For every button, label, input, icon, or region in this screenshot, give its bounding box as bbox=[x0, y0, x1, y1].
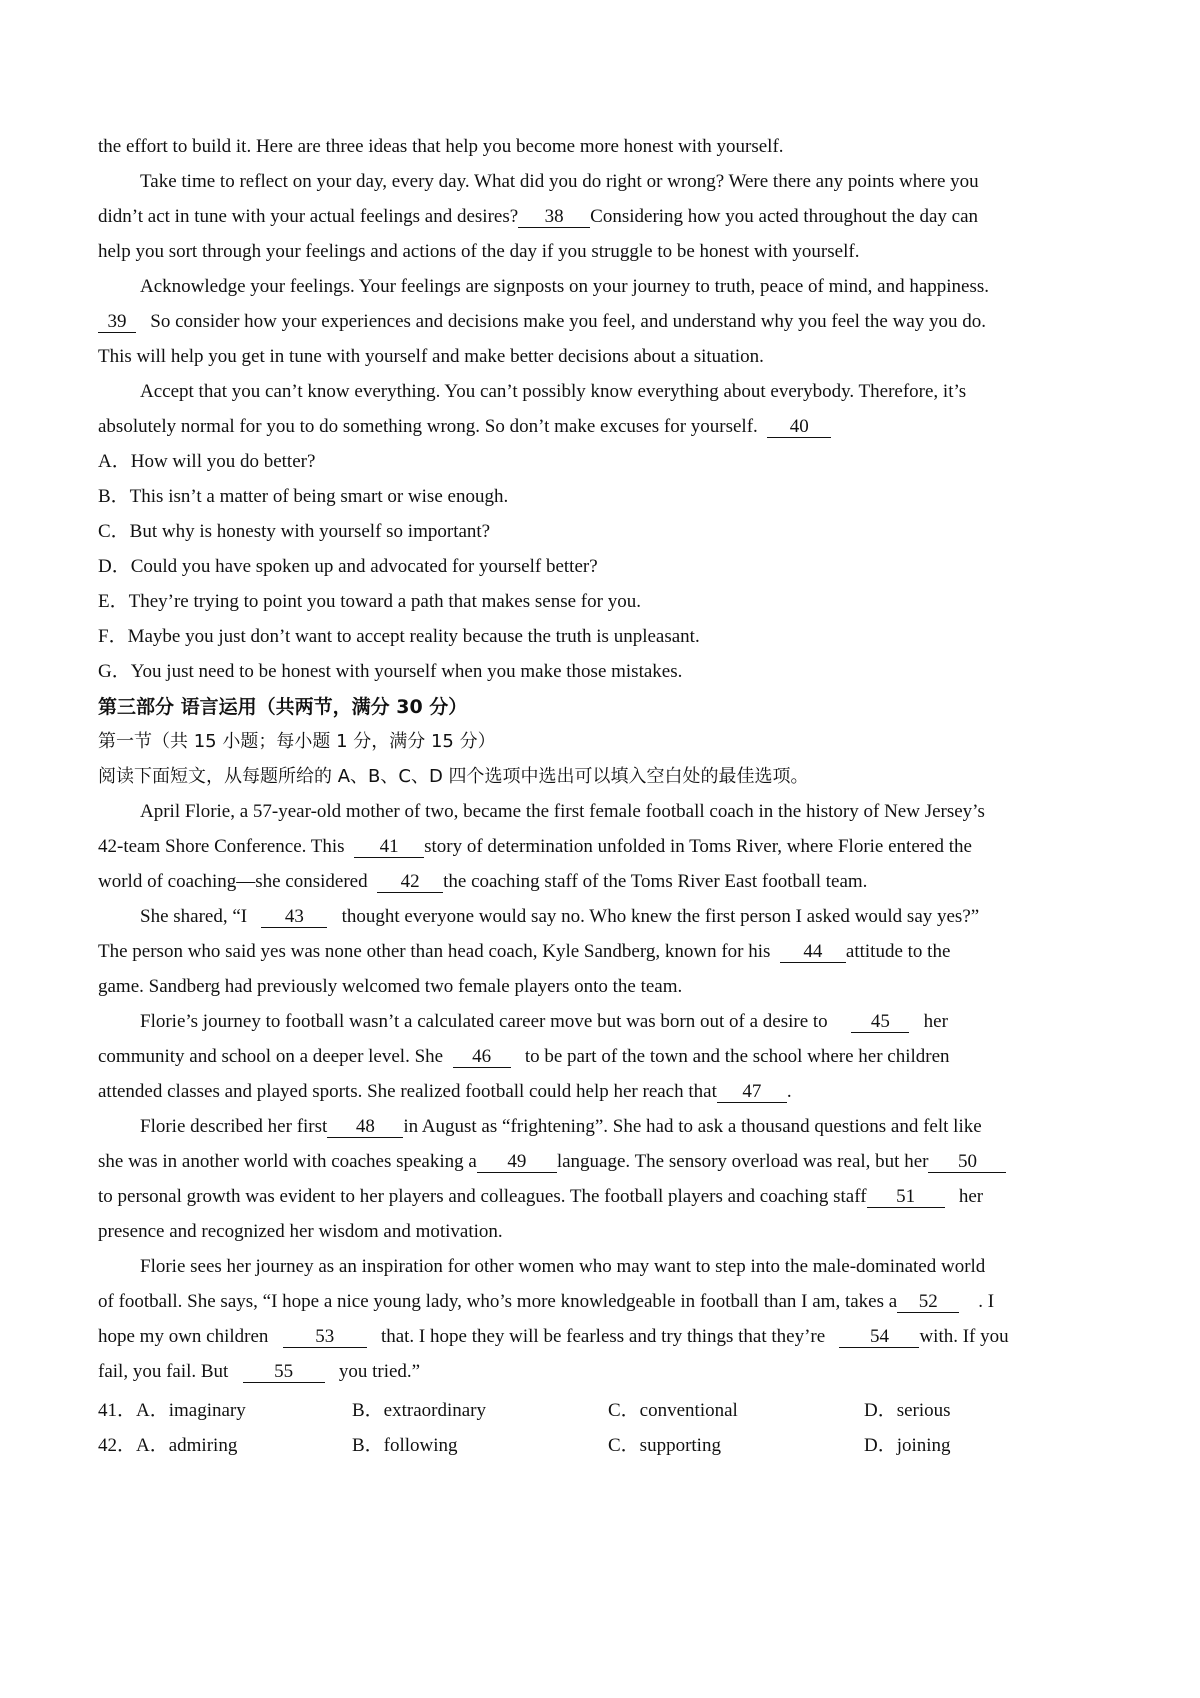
text-run: didn’t act in tune with your actual feelings and desires? bbox=[98, 206, 519, 227]
option-42-d: D．joining bbox=[864, 1435, 951, 1456]
text-run: with. If you bbox=[919, 1326, 1009, 1347]
cloze-line bbox=[98, 1150, 1006, 1174]
cloze-line bbox=[140, 905, 979, 929]
text-run: she was in another world with coaches speaking a bbox=[98, 1151, 477, 1172]
blank-51: 51 bbox=[867, 1187, 945, 1208]
text-run: Considering how you acted throughout the day can bbox=[590, 206, 979, 227]
text-run: story of determination unfolded in Toms River, where Florie entered the bbox=[424, 836, 972, 857]
blank-50: 50 bbox=[928, 1152, 1006, 1173]
cloze-line bbox=[98, 835, 972, 859]
blank-38: 38 bbox=[518, 207, 590, 228]
text-run: fail, you fail. But bbox=[98, 1361, 229, 1382]
option-b: B．This isn’t a matter of being smart or wise enough. bbox=[98, 486, 509, 507]
option-d: D．Could you have spoken up and advocated for yourself better? bbox=[98, 556, 598, 577]
blank-45: 45 bbox=[851, 1012, 909, 1033]
option-42-c: C．supporting bbox=[608, 1435, 721, 1456]
text-run: her bbox=[923, 1011, 948, 1032]
text-run: world of coaching—she considered bbox=[98, 871, 368, 892]
cloze-line bbox=[140, 1115, 982, 1139]
blank-52: 52 bbox=[897, 1292, 959, 1313]
option-a: A．How will you do better? bbox=[98, 451, 316, 472]
cloze-line bbox=[98, 1045, 950, 1069]
blank-54: 54 bbox=[839, 1327, 919, 1348]
passage-line: help you sort through your feelings and actions of the day if you struggle to be honest with yourself. bbox=[98, 241, 860, 262]
cloze-line bbox=[98, 940, 950, 964]
passage-line: This will help you get in tune with yourself and make better decisions about a situation. bbox=[98, 346, 764, 367]
blank-43: 43 bbox=[261, 907, 327, 928]
text-run: her bbox=[958, 1186, 984, 1207]
passage-line: the effort to build it. Here are three ideas that help you become more honest with yourself. bbox=[98, 136, 784, 157]
passage-line bbox=[98, 310, 986, 334]
text-run: the coaching staff of the Toms River East football team. bbox=[443, 871, 868, 892]
cloze-line bbox=[98, 1185, 983, 1209]
text-run: Florie described her first bbox=[140, 1116, 328, 1137]
blank-39: 39 bbox=[98, 312, 136, 333]
text-run: hope my own children bbox=[98, 1326, 269, 1347]
option-42-a: 42．A．admiring bbox=[98, 1435, 238, 1456]
text-run: Florie’s journey to football wasn’t a calculated career move but was born out of a desire to bbox=[140, 1011, 828, 1032]
cloze-line bbox=[98, 1325, 1009, 1349]
option-e: E．They’re trying to point you toward a path that makes sense for you. bbox=[98, 591, 641, 612]
section-subtitle: 第一节（共 15 小题；每小题 1 分，满分 15 分） bbox=[98, 731, 496, 752]
blank-44: 44 bbox=[780, 942, 846, 963]
text-run: to be part of the town and the school where her children bbox=[524, 1046, 950, 1067]
text-run: community and school on a deeper level. She bbox=[98, 1046, 444, 1067]
option-41-c: C．conventional bbox=[608, 1400, 738, 1421]
text-run: absolutely normal for you to do something wrong. So don’t make excuses for yourself. bbox=[98, 416, 758, 437]
cloze-line bbox=[140, 1010, 948, 1034]
option-f: F．Maybe you just don’t want to accept reality because the truth is unpleasant. bbox=[98, 626, 700, 647]
text-run: to personal growth was evident to her players and colleagues. The football players and coaching staff bbox=[98, 1186, 867, 1207]
option-41-d: D．serious bbox=[864, 1400, 951, 1421]
text-run: attitude to the bbox=[845, 941, 951, 962]
text-run: of football. She says, “I hope a nice young lady, who’s more knowledgeable in football than I am, takes a bbox=[98, 1291, 898, 1312]
blank-40: 40 bbox=[767, 417, 831, 438]
passage-line bbox=[98, 205, 978, 229]
cloze-line: Florie sees her journey as an inspiration for other women who may want to step into the male-dominated world bbox=[140, 1256, 986, 1277]
blank-46: 46 bbox=[453, 1047, 511, 1068]
option-42-b: B．following bbox=[352, 1435, 458, 1456]
text-run: you tried.” bbox=[338, 1361, 421, 1382]
blank-41: 41 bbox=[354, 837, 424, 858]
option-41-a: 41．A．imaginary bbox=[98, 1400, 246, 1421]
blank-55: 55 bbox=[243, 1362, 325, 1383]
blank-42: 42 bbox=[377, 872, 443, 893]
blank-49: 49 bbox=[477, 1152, 557, 1173]
blank-48: 48 bbox=[327, 1117, 403, 1138]
text-run: So consider how your experiences and decisions make you feel, and understand why you feel the way you do. bbox=[150, 311, 987, 332]
blank-47: 47 bbox=[717, 1082, 787, 1103]
passage-line bbox=[98, 415, 831, 439]
passage-line: Accept that you can’t know everything. You can’t possibly know everything about everybody. Therefore, it’s bbox=[140, 381, 967, 402]
text-run: She shared, “I bbox=[140, 906, 248, 927]
cloze-line bbox=[98, 1080, 792, 1104]
text-run: The person who said yes was none other than head coach, Kyle Sandberg, known for his bbox=[98, 941, 771, 962]
text-run: . I bbox=[978, 1291, 995, 1312]
cloze-line: April Florie, a 57-year-old mother of two, became the first female football coach in the history of New Jersey’s bbox=[140, 801, 985, 822]
cloze-line bbox=[98, 1290, 994, 1314]
text-run: attended classes and played sports. She realized football could help her reach that bbox=[98, 1081, 717, 1102]
cloze-line: presence and recognized her wisdom and motivation. bbox=[98, 1221, 503, 1242]
text-run: language. The sensory overload was real, but her bbox=[556, 1151, 929, 1172]
text-run: 42-team Shore Conference. This bbox=[98, 836, 345, 857]
text-run: that. I hope they will be fearless and try things that they’re bbox=[380, 1326, 826, 1347]
cloze-line bbox=[98, 1360, 420, 1384]
passage-line: Acknowledge your feelings. Your feelings are signposts on your journey to truth, peace of mind, and happiness. bbox=[140, 276, 990, 297]
text-run: in August as “frightening”. She had to ask a thousand questions and felt like bbox=[403, 1116, 982, 1137]
option-g: G．You just need to be honest with yourself when you make those mistakes. bbox=[98, 661, 683, 682]
cloze-line bbox=[98, 870, 867, 894]
section-title: 第三部分 语言运用（共两节，满分 30 分） bbox=[98, 696, 468, 718]
text-run: thought everyone would say no. Who knew the first person I asked would say yes?” bbox=[341, 906, 980, 927]
passage-line: Take time to reflect on your day, every day. What did you do right or wrong? Were there any points where you bbox=[140, 171, 979, 192]
option-c: C．But why is honesty with yourself so important? bbox=[98, 521, 491, 542]
blank-53: 53 bbox=[283, 1327, 367, 1348]
section-instructions: 阅读下面短文，从每题所给的 A、B、C、D 四个选项中选出可以填入空白处的最佳选项。 bbox=[98, 766, 809, 787]
cloze-line: game. Sandberg had previously welcomed two female players onto the team. bbox=[98, 976, 683, 997]
text-run: . bbox=[786, 1081, 792, 1102]
option-41-b: B．extraordinary bbox=[352, 1400, 487, 1421]
